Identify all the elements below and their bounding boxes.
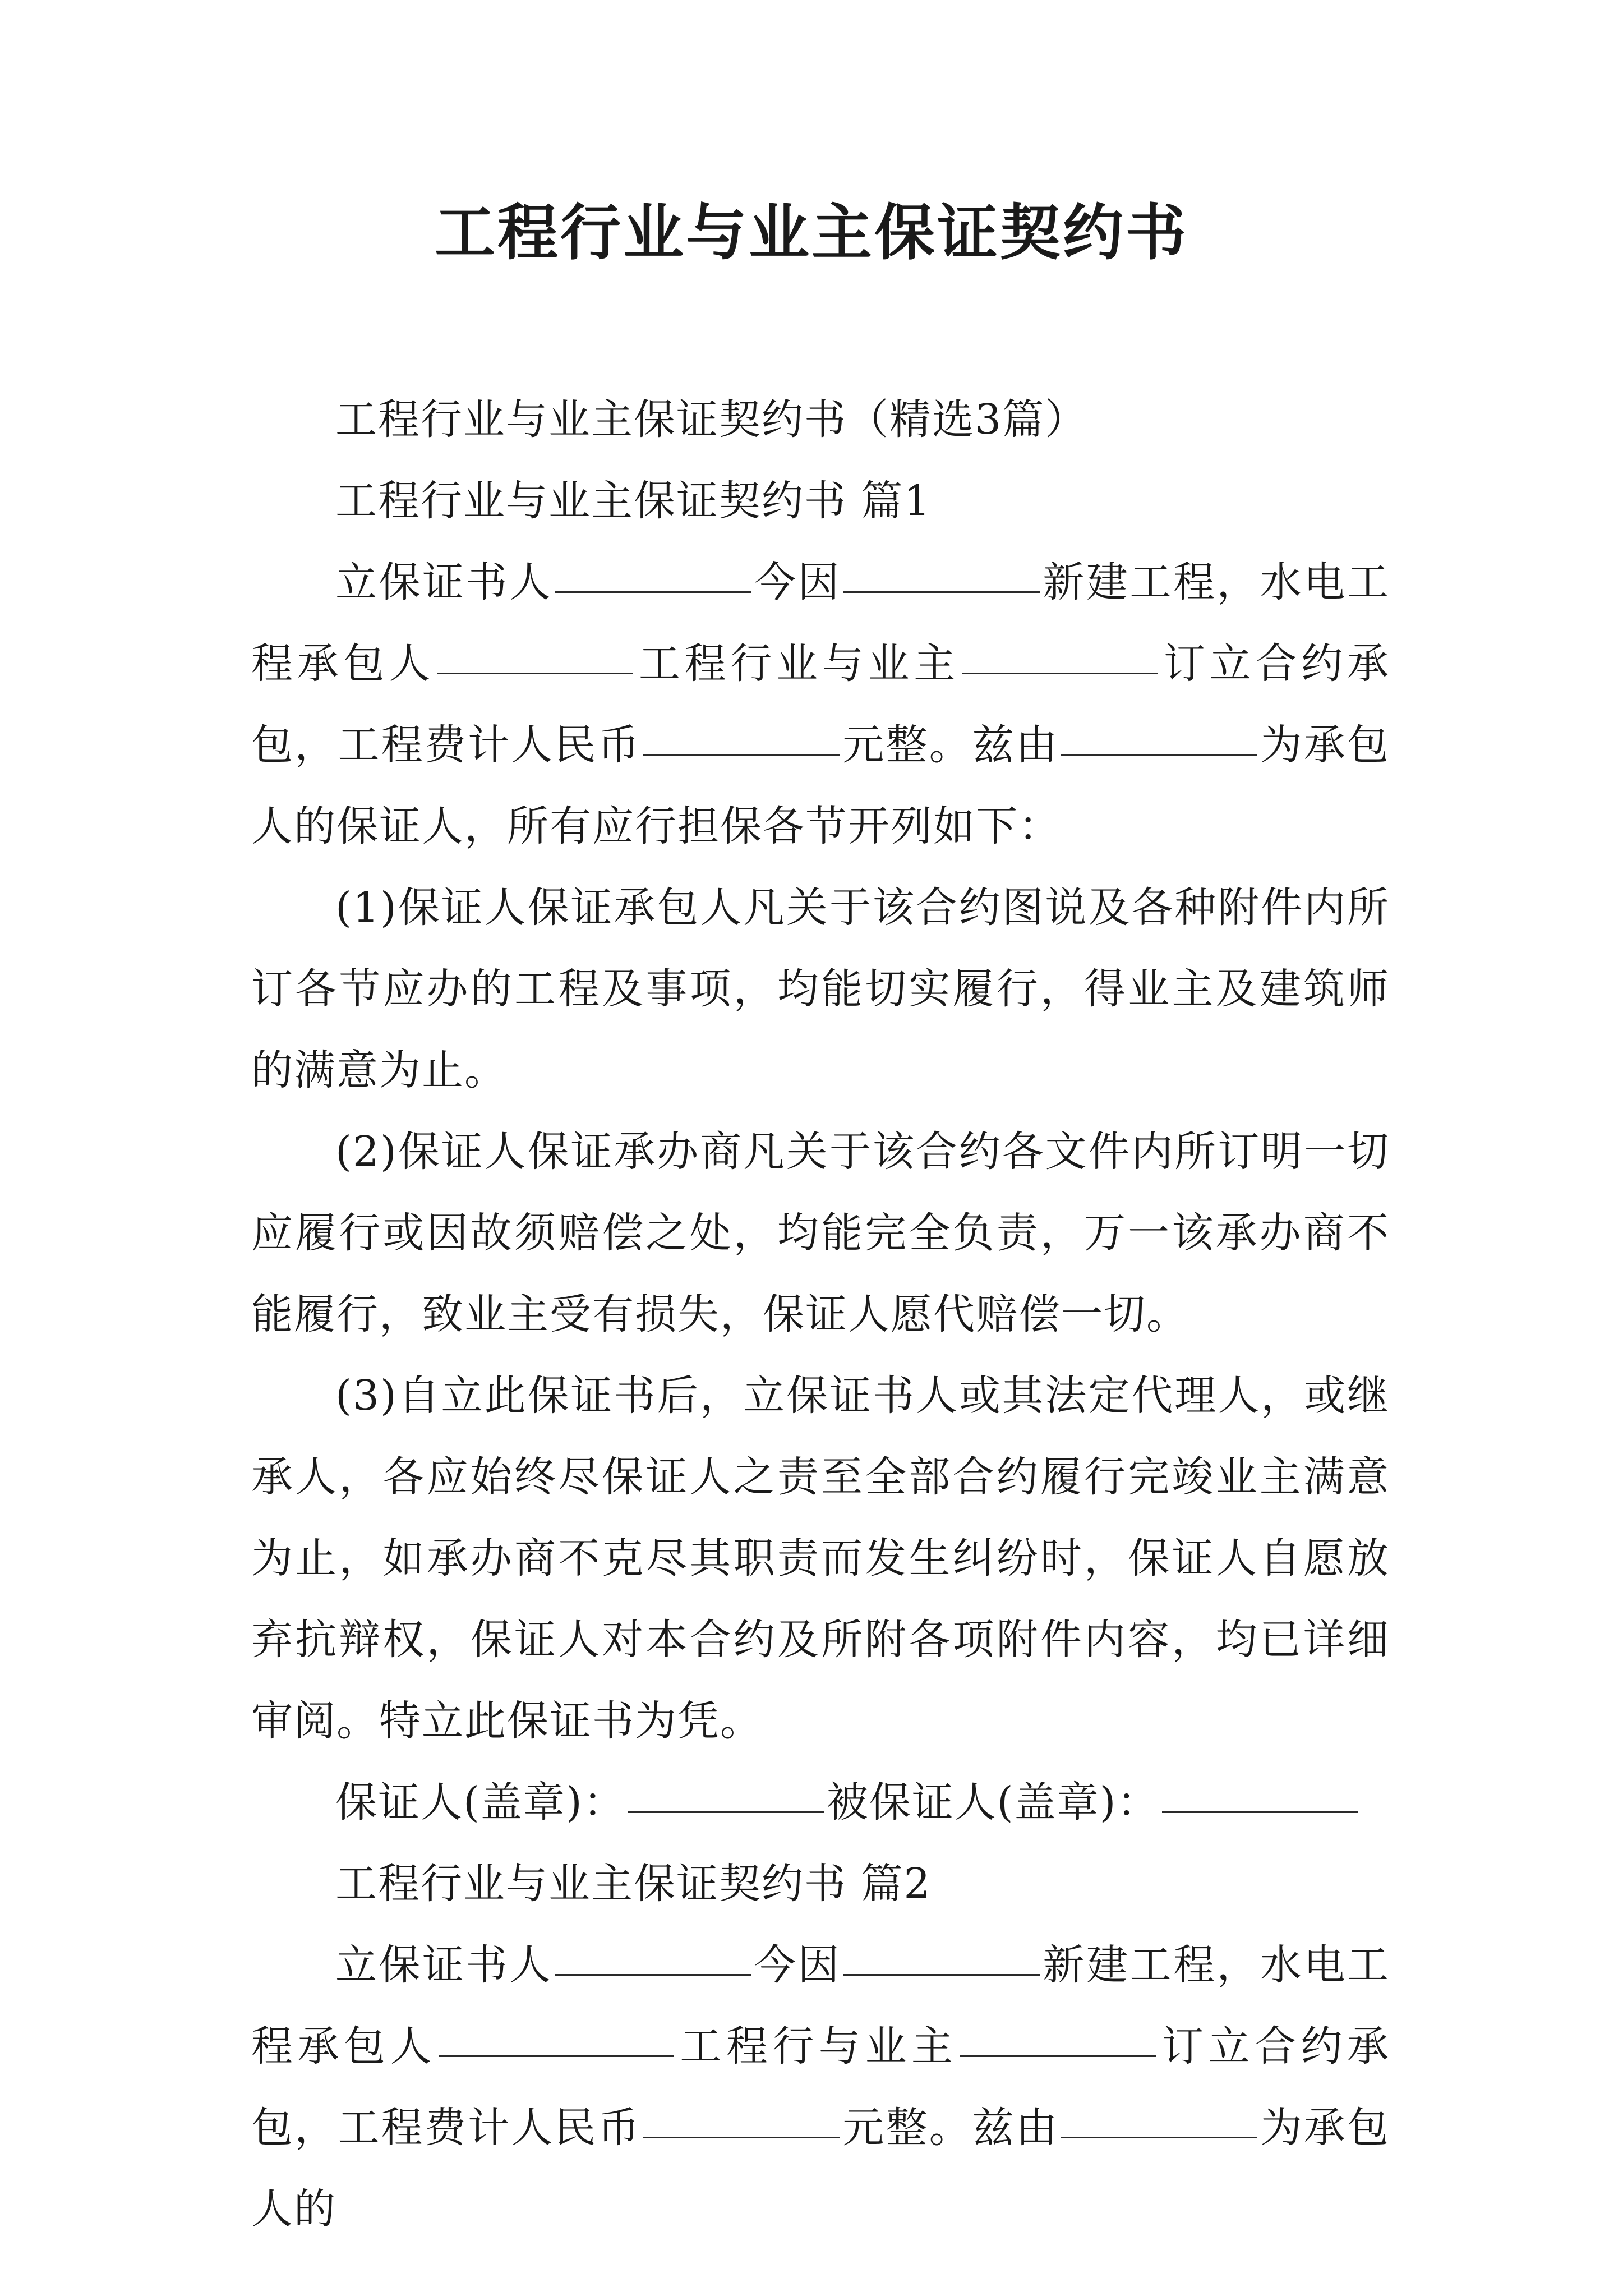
paragraph-text: 工程行业与业主 <box>635 639 960 688</box>
paragraph <box>251 461 1390 542</box>
paragraph-text: 订立合约承包，工程费计人民币 <box>251 2022 1390 2152</box>
fill-in-blank-line <box>1162 1770 1358 1813</box>
paragraph <box>251 1762 1390 1843</box>
paragraph-text: 新建工程，水电工程承包人 <box>251 558 1390 688</box>
paragraph-text: 元整。兹由 <box>842 2104 1059 2152</box>
paragraph-text: 立保证书人 <box>335 1941 553 1989</box>
fill-in-blank-line <box>843 1932 1040 1976</box>
paragraph <box>251 1925 1390 2250</box>
fill-in-blank-line <box>1061 2095 1257 2138</box>
fill-in-blank-line <box>628 1770 824 1813</box>
paragraph-text: 订立合约承包，工程费计人民币 <box>251 639 1390 769</box>
fill-in-blank-line <box>843 550 1040 593</box>
document-body <box>251 379 1390 2250</box>
paragraph-text: 工程行业与业主保证契约书 篇1 <box>335 477 932 525</box>
paragraph-text: (1)保证人保证承包人凡关于该合约图说及各种附件内所订各节应办的工程及事项，均能切实履行，得业主及建筑师的满意为止。 <box>251 884 1390 1094</box>
paragraph <box>251 867 1390 1111</box>
paragraph-text: 工程行业与业主保证契约书 篇2 <box>335 1860 932 1908</box>
paragraph-text: 今因 <box>753 1941 841 1989</box>
paragraph <box>251 1843 1390 1925</box>
paragraph <box>251 542 1390 867</box>
paragraph-text: 工程行与业主 <box>676 2022 958 2070</box>
paragraph-text: 元整。兹由 <box>842 721 1059 769</box>
fill-in-blank-line <box>439 2014 674 2057</box>
paragraph-text: 为承包人的保证人，所有应行担保各节开列如下： <box>251 721 1390 850</box>
fill-in-blank-line <box>437 631 633 674</box>
paragraph-text: (2)保证人保证承办商凡关于该合约各文件内所订明一切应履行或因故须赔偿之处，均能完全负责，万一该承办商不能履行，致业主受有损失，保证人愿代赔偿一切。 <box>251 1128 1390 1338</box>
paragraph-text: (3)自立此保证书后，立保证书人或其法定代理人，或继承人，各应始终尽保证人之责至全部合约履行完竣业主满意为止，如承办商不克尽其职责而发生纠纷时，保证人自愿放弃抗辩权，保证人对本合约及所附各项附件内容，均已详细审阅。特立此保证书为凭。 <box>251 1372 1390 1745</box>
paragraph <box>251 1111 1390 1355</box>
fill-in-blank-line <box>555 550 751 593</box>
paragraph-text: 新建工程，水电工程承包人 <box>251 1941 1390 2070</box>
fill-in-blank-line <box>960 2014 1156 2057</box>
fill-in-blank-line <box>1061 712 1257 756</box>
paragraph <box>251 1355 1390 1762</box>
paragraph-text: 保证人(盖章)： <box>335 1778 626 1826</box>
paragraph-text: 被保证人(盖章)： <box>826 1778 1160 1826</box>
paragraph-text: 今因 <box>753 558 841 606</box>
paragraph-text: 为承包人的 <box>251 2104 1390 2233</box>
fill-in-blank-line <box>643 712 840 756</box>
paragraph-text: 立保证书人 <box>335 558 553 606</box>
paragraph <box>251 379 1390 461</box>
fill-in-blank-line <box>962 631 1158 674</box>
fill-in-blank-line <box>643 2095 840 2138</box>
fill-in-blank-line <box>555 1932 751 1976</box>
paragraph-text: 工程行业与业主保证契约书（精选3篇） <box>335 395 1088 444</box>
document-title: 工程行业与业主保证契约书 <box>434 197 1188 268</box>
